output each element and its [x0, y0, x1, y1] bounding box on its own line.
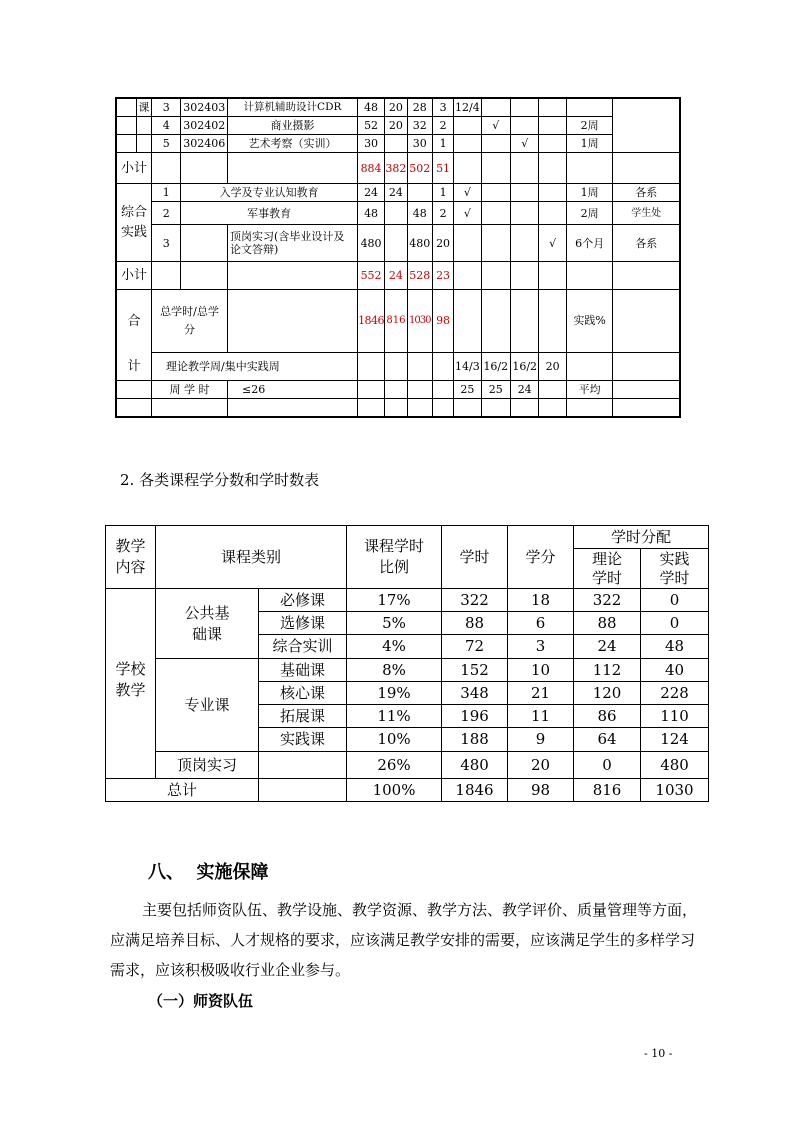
table-row: 学校教学 公共基础课 必修课 17% 322 18 322 0: [106, 589, 709, 612]
table-row: 课 3 302403 计算机辅助设计CDR 48 20 28 3 12/4: [116, 98, 680, 117]
table-row: 4 302402 商业摄影 52 20 32 2 √ 2周: [116, 117, 680, 135]
total-row: 总计 100% 1846 98 816 1030: [106, 779, 709, 802]
table-row: 核心课 19% 348 21 120 228: [106, 682, 709, 705]
table-row: [116, 399, 680, 418]
table-row: 3 顶岗实习(含毕业设计及论文答辩) 480 480 20 √ 6个月 各系: [116, 225, 680, 262]
table-row: 2 军事教育 48 48 2 √ 2周 学生处: [116, 202, 680, 225]
header-row: 教学内容 课程类别 课程学时比例 学时 学分 学时分配: [106, 526, 709, 549]
table-row: 选修课 5% 88 6 88 0: [106, 612, 709, 635]
table-row: 综合实训 4% 72 3 24 48: [106, 635, 709, 659]
total-row: 周 学 时 ≤26 25 25 24 平均: [116, 381, 680, 399]
table-row: 专业课 基础课 8% 152 10 112 40: [106, 659, 709, 682]
table-row: 实践课 10% 188 9 64 124: [106, 728, 709, 752]
subtotal-row: 小计 552 24 528 23: [116, 262, 680, 290]
table-row: 综合实践 1 入学及专业认知教育 24 24 1 √ 1周 各系: [116, 184, 680, 202]
table-row: 拓展课 11% 196 11 86 110: [106, 705, 709, 728]
section-heading: 八、 实施保障: [148, 862, 269, 883]
body-paragraph: 主要包括师资队伍、教学设施、教学资源、教学方法、教学评价、质量管理等方面，应满足培养目标、人才规格的要求，应该满足教学安排的需要，应该满足学生的多样学习需求，应该积极吸收行业企业参与。: [110, 901, 698, 979]
subsection-heading: （一）师资队伍: [148, 992, 254, 1010]
page-number: - 10 -: [644, 1047, 673, 1060]
header-row: 理论学时 实践学时: [106, 549, 709, 589]
course-schedule-table: [115, 97, 681, 418]
total-row: 合 总学时/总学分 1846 816 1030 98 实践%: [116, 290, 680, 353]
table-row: 5 302406 艺术考察（实训） 30 30 1 √ 1周: [116, 135, 680, 153]
credit-hours-table: [105, 525, 709, 802]
subtotal-row: 小计 884 382 502 51: [116, 153, 680, 184]
table-caption: 2. 各类课程学分数和学时数表: [120, 471, 320, 489]
total-row: 计 理论教学周/集中实践周 14/3 16/2 16/2 20: [116, 352, 680, 381]
table-row: 顶岗实习 26% 480 20 0 480: [106, 752, 709, 779]
